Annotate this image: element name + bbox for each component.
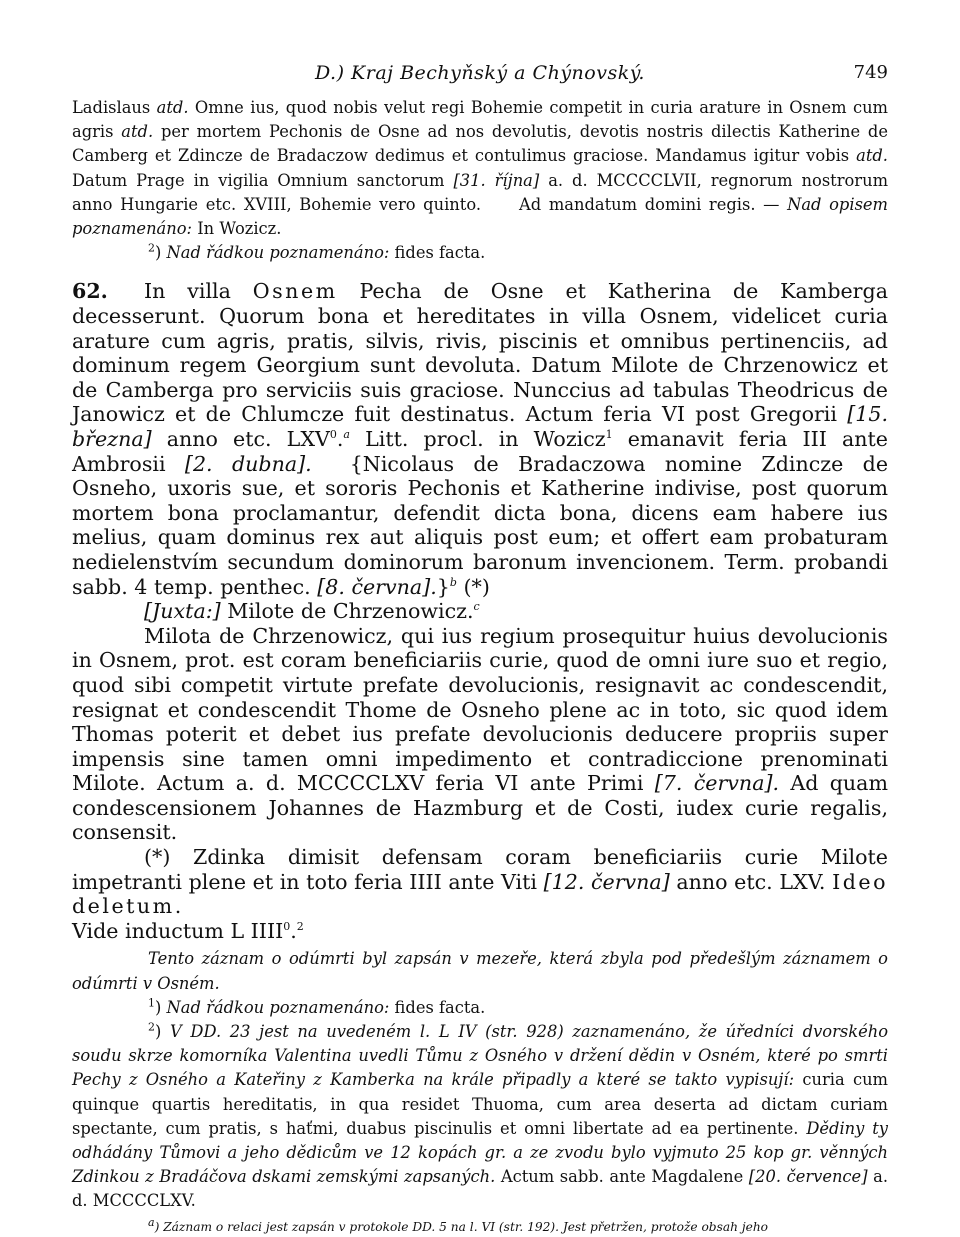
page-number: 749 (853, 62, 888, 83)
asterisk-note: (*) Zdinka dimisit defensam coram beneficiariis curie Milote impetranti plene et in toto feria IIII ante Viti [12. června] anno etc. LXV. Ideo deletum. Vide inductum L IIII$^0$.$^2$ (72, 845, 888, 943)
running-title: D.) Kraj Bechyňský a Chýnovský. (315, 62, 645, 84)
page (72, 52, 888, 1236)
entry-main-paragraph: 62. In villa Osnem Pecha de Osne et Katherina de Kamberga decesserunt. Quorum bona et hereditates in villa Osnem, videlicet curia arature cum agris, pratis, silvis, rivis, piscinis et omnibus pertinenciis, ad dominum regem Georgium sunt devoluta. Datum Milote de Chrzenowicz et de Camberga pro serviciis suis graciose. Nunccius ad tabulas Theodricus de Janowicz et de Chlumcze fuit destinatus. Actum feria VI post Gregorii [15. března] anno etc. LXV$^0$.$^a$ Litt. procl. in Wozicz$^1$ emanavit feria III ante Ambrosii [2. dubna]. {Nicolaus de Bradaczowa nomine Zdincze de Osneho, uxoris sue, et sororis Pechonis et Katherine indivise, post quorum mortem bona proclamantur, defendit dicta bona, dicens eam habere ius melius, quam dominus rex aut aliquis post eum; et offert eam probaturam nedielenstvím secundum dominorum baronum invencionem. Term. probandi sabb. 4 temp. penthec. [8. června].}$^b$ (*) (72, 279, 889, 599)
resignation-paragraph: Milota de Chrzenowicz, qui ius regium prosequitur huius devolucionis in Osnem, prot. est coram beneficiariis curie, quod de omni iure suo et regio, quod sibi competit virtute prefate devolucionis, resignavit ac condescendit, resignat et condescendit Thome de Osneho plene ac in toto, sic quod idem Thomas poterit et debet ius prefate devolucionis deducere propriis super impensis sine tamen omni impedimento et contradiccione prenominati Milote. Actum a. d. MCCCCLXV feria VI ante Primi [7. června]. Ad quam condescensionem Johannes de Hazmburg et de Costi, iudex curie regalis, consensit. (72, 623, 888, 845)
entry-number: 62. (72, 279, 108, 304)
footnote-2: $^2$) V DD. 23 jest na uvedeném l. L IV (str. 928) zaznamenáno, že úředníci dvorského soudu skrze komorníka Valentina uvedli Tůmu z Osného v držení dědin v Osném, které po smrti Pechy z Osného a Kateřiny z Kamberka na krále připadly a které se takto vypisují: curia cum quinque quartis hereditatis, in qua residet Thuoma, cum area deserta ad dictam curiam spectante, cum pratis, s haťmi, duabus piscinulis et omni libertate ad ea pertinente. Dědiny ty odhádány Tůmovi a jeho dědicům ve 12 kopách gr. a ze zvodu bylo vyjmuto 25 kop gr. věnných Zdinkou z Bradáčova dskami zemskými zapsaných. Actum sabb. ante Magdalene [20. července] a. d. MCCCCLXV. (72, 1020, 889, 1211)
editorial-note: Tento záznam o odúmrti byl zapsán v mezeře, která zbyla pod předešlým záznamem o odúmrti v Osném. (72, 949, 888, 993)
juxta-line: [Juxta:] Milote de Chrzenowicz.$^c$ (144, 599, 480, 624)
footnote-a: $^a$) Záznam o relaci jest zapsán v protokole DD. 5 na l. VI (str. 192). Jest přetržen, protože obsah jeho (148, 1215, 769, 1234)
running-header (72, 52, 888, 96)
footnote-1: $^1$) Nad řádkou poznamenáno: fides facta. (148, 996, 486, 1017)
footnote-2-top: $^2$) Nad řádkou poznamenáno: fides facta. (148, 241, 486, 263)
entry-62 (72, 279, 888, 943)
charter-paragraph: Ladislaus atd. Omne ius, quod nobis velut regi Bohemie competit in curia arature in Osnem cum agris atd. per mortem Pechonis de Osne ad nos devolutis, devotis nostris dilectis Katherine de Camberg et Zdincze de Bradaczow dedimus et contulimus graciose. Mandamus igitur vobis atd. Datum Prage in vigilia Omnium sanctorum [31. října] a. d. MCCCCLVII, regnorum nostrorum anno Hungarie etc. XVIII, Bohemie vero quinto. Ad mandatum domini regis. — Nad opisem poznamenáno: In Wozicz. (72, 98, 889, 239)
place-name: Osnem (252, 279, 338, 304)
